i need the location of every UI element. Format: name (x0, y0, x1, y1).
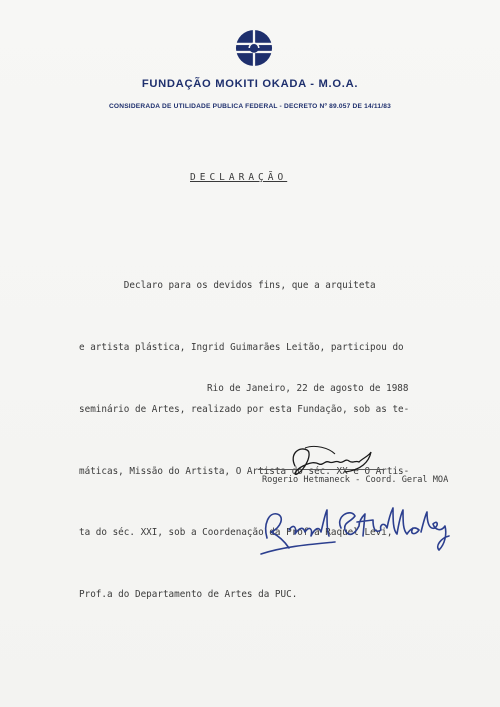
signature-raquel-levy (255, 498, 455, 560)
organization-subtitle: CONSIDERADA DE UTILIDADE PUBLICA FEDERAL - DECRETO Nº 89.057 DE 14/11/83 (108, 103, 392, 110)
moa-logo-icon (235, 29, 273, 67)
declaration-body (79, 235, 459, 647)
document-title: DECLARAÇÃO (190, 172, 288, 183)
body-line: Declaro para os devidos fins, que a arquiteta (79, 280, 376, 292)
date-line: Rio de Janeiro, 22 de agosto de 1988 (207, 383, 409, 394)
body-line: ta do séc. XXI, sob a Coordenação da Prof.a Raquel Levi, (79, 527, 393, 539)
body-line: máticas, Missão do Artista, O Artista do séc. XX e O Artis- (79, 465, 410, 477)
signatory-caption: Rogerio Hetmaneck - Coord. Geral MOA (262, 475, 449, 485)
body-line: e artista plástica, Ingrid Guimarães Leitão, participou do (79, 341, 404, 353)
organization-name: FUNDAÇÃO MOKITI OKADA - M.O.A. (141, 78, 359, 90)
body-line: Prof.a do Departamento de Artes da PUC. (79, 589, 298, 601)
body-line: seminário de Artes, realizado por esta Fundação, sob as te- (79, 403, 410, 415)
